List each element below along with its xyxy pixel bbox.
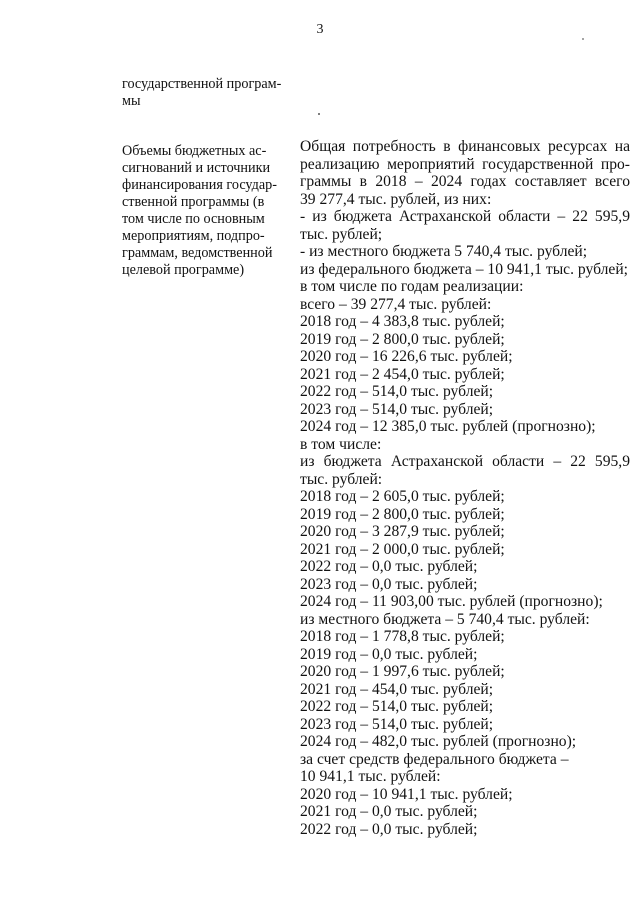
left-label-line: граммам, ведомственной bbox=[122, 245, 273, 261]
funding-line: - из местного бюджета 5 740,4 тыс. рублей; bbox=[300, 243, 588, 260]
funding-line: в том числе по годам реализации: bbox=[300, 278, 524, 295]
scan-speck bbox=[318, 113, 320, 115]
funding-line: тыс. рублей: bbox=[300, 470, 383, 488]
funding-line: из бюджета Астраханской области – 22 595,9 bbox=[300, 453, 630, 470]
funding-line: 2024 год – 12 385,0 тыс. рублей (прогнозно); bbox=[300, 418, 596, 435]
funding-line: 2018 год – 4 383,8 тыс. рублей; bbox=[300, 313, 505, 330]
funding-line: - из бюджета Астраханской области – 22 595,9 bbox=[300, 208, 630, 225]
funding-line: 39 277,4 тыс. рублей, из них: bbox=[300, 190, 492, 208]
funding-description bbox=[300, 138, 630, 838]
funding-line: 2022 год – 514,0 тыс. рублей; bbox=[300, 698, 494, 715]
funding-line: 2022 год – 0,0 тыс. рублей; bbox=[300, 820, 478, 838]
funding-line: 2023 год – 514,0 тыс. рублей; bbox=[300, 715, 494, 733]
page-number: 3 bbox=[316, 22, 324, 37]
left-column-label bbox=[122, 143, 294, 279]
funding-line: тыс. рублей; bbox=[300, 225, 383, 243]
funding-line: 2020 год – 10 941,1 тыс. рублей; bbox=[300, 785, 513, 803]
funding-line: 2020 год – 16 226,6 тыс. рублей; bbox=[300, 348, 513, 365]
funding-line: 2024 год – 482,0 тыс. рублей (прогнозно); bbox=[300, 733, 577, 750]
funding-line: Общая потребность в финансовых ресурсах на bbox=[300, 138, 630, 155]
funding-line: 2021 год – 2 454,0 тыс. рублей; bbox=[300, 365, 505, 383]
funding-line: реализацию мероприятий государственной про- bbox=[300, 155, 630, 173]
funding-line: 2019 год – 2 800,0 тыс. рублей; bbox=[300, 330, 505, 348]
funding-line: 2019 год – 2 800,0 тыс. рублей; bbox=[300, 505, 505, 523]
funding-line: 2022 год – 514,0 тыс. рублей; bbox=[300, 383, 494, 400]
left-label-line: том числе по основным bbox=[122, 211, 265, 227]
funding-line: 2018 год – 1 778,8 тыс. рублей; bbox=[300, 628, 505, 645]
funding-line: граммы в 2018 – 2024 годах составляет всего bbox=[300, 173, 630, 190]
left-label-line: финансирования государ- bbox=[122, 177, 277, 193]
funding-line: 2021 год – 454,0 тыс. рублей; bbox=[300, 680, 494, 698]
left-top-line: государственной програм- bbox=[122, 76, 282, 92]
left-label-line: сигнований и источники bbox=[122, 160, 271, 176]
left-label-line: мероприятиям, подпро- bbox=[122, 228, 265, 244]
funding-line: 2023 год – 514,0 тыс. рублей; bbox=[300, 400, 494, 418]
left-column-header bbox=[122, 76, 294, 110]
left-top-line: мы bbox=[122, 93, 141, 109]
scan-speck bbox=[582, 38, 584, 40]
funding-line: из местного бюджета – 5 740,4 тыс. рублей: bbox=[300, 610, 590, 628]
funding-line: 2022 год – 0,0 тыс. рублей; bbox=[300, 558, 478, 575]
funding-line: 2024 год – 11 903,00 тыс. рублей (прогнозно); bbox=[300, 593, 603, 610]
funding-line: за счет средств федерального бюджета – bbox=[300, 750, 569, 768]
funding-line: 2023 год – 0,0 тыс. рублей; bbox=[300, 575, 478, 593]
funding-line: из федерального бюджета – 10 941,1 тыс. рублей; bbox=[300, 260, 629, 278]
funding-line: 2021 год – 2 000,0 тыс. рублей; bbox=[300, 540, 505, 558]
funding-line: 2020 год – 3 287,9 тыс. рублей; bbox=[300, 523, 505, 540]
funding-line: 2021 год – 0,0 тыс. рублей; bbox=[300, 803, 478, 820]
left-label-line: ственной программы (в bbox=[122, 194, 265, 210]
funding-line: 2018 год – 2 605,0 тыс. рублей; bbox=[300, 488, 505, 505]
funding-line: 10 941,1 тыс. рублей: bbox=[300, 768, 441, 785]
funding-line: в том числе: bbox=[300, 435, 382, 453]
left-label-line: Объемы бюджетных ас- bbox=[122, 143, 267, 159]
funding-line: 2020 год – 1 997,6 тыс. рублей; bbox=[300, 663, 505, 680]
funding-line: всего – 39 277,4 тыс. рублей: bbox=[300, 295, 492, 313]
left-label-line: целевой программе) bbox=[122, 262, 245, 278]
funding-line: 2019 год – 0,0 тыс. рублей; bbox=[300, 645, 478, 663]
